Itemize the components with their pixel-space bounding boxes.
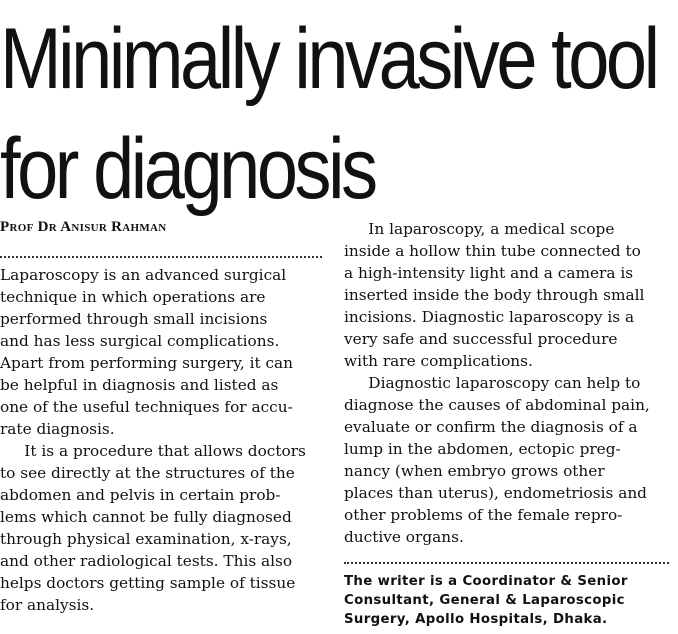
body-text-line: very safe and successful procedure (344, 330, 618, 348)
body-text-line: diagnose the causes of abdominal pain, (344, 396, 650, 414)
writer-note-line: Surgery, Apollo Hospitals, Dhaka. (344, 612, 608, 627)
body-text-line: and has less surgical complications. (0, 332, 280, 350)
body-text-line: with rare complications. (344, 352, 533, 370)
body-text-line: lems which cannot be fully diagnosed (0, 508, 292, 526)
body-text-line: inside a hollow thin tube connected to (344, 242, 641, 260)
body-text-line: rate diagnosis. (0, 420, 115, 438)
body-text-line: Diagnostic laparoscopy can help to (344, 374, 641, 392)
body-text-line: incisions. Diagnostic laparoscopy is a (344, 308, 635, 326)
body-text-line: evaluate or confirm the diagnosis of a (344, 418, 638, 436)
body-text-line: Apart from performing surgery, it can (0, 354, 294, 372)
body-text-line: In laparoscopy, a medical scope (344, 220, 615, 238)
byline: Prof Dr Anisur Rahman (0, 219, 167, 235)
headline (0, 4, 657, 224)
body-text-line: technique in which operations are (0, 288, 266, 306)
writer-note (344, 572, 628, 629)
column-right (344, 218, 650, 548)
body-text-line: through physical examination, x-rays, (0, 530, 292, 548)
writer-note-line: Consultant, General & Laparoscopic (344, 593, 625, 608)
headline-line: Minimally invasive tool (0, 11, 657, 107)
body-text-line: and other radiological tests. This also (0, 552, 293, 570)
body-text-line: one of the useful techniques for accu- (0, 398, 293, 416)
body-text-line: nancy (when embryo grows other (344, 462, 605, 480)
body-text-line: other problems of the female repro- (344, 506, 623, 524)
body-text-line: helps doctors getting sample of tissue (0, 574, 296, 592)
body-text-line: for analysis. (0, 596, 95, 614)
body-text-line: places than uterus), endometriosis and (344, 484, 647, 502)
body-text-line: ductive organs. (344, 528, 464, 546)
byline-divider (0, 256, 322, 258)
body-text-line: It is a procedure that allows doctors (0, 442, 306, 460)
body-text-line: a high-intensity light and a camera is (344, 264, 634, 282)
body-text-line: inserted inside the body through small (344, 286, 645, 304)
body-text-line: performed through small incisions (0, 310, 268, 328)
writer-note-divider (344, 562, 669, 564)
body-text-line: be helpful in diagnosis and listed as (0, 376, 279, 394)
body-text-line: to see directly at the structures of the (0, 464, 295, 482)
body-text-line: abdomen and pelvis in certain prob- (0, 486, 281, 504)
body-text-line: lump in the abdomen, ectopic preg- (344, 440, 621, 458)
writer-note-line: The writer is a Coordinator & Senior (344, 574, 628, 589)
column-left (0, 264, 306, 616)
body-text-line: Laparoscopy is an advanced surgical (0, 266, 287, 284)
headline-line: for diagnosis (0, 121, 375, 217)
